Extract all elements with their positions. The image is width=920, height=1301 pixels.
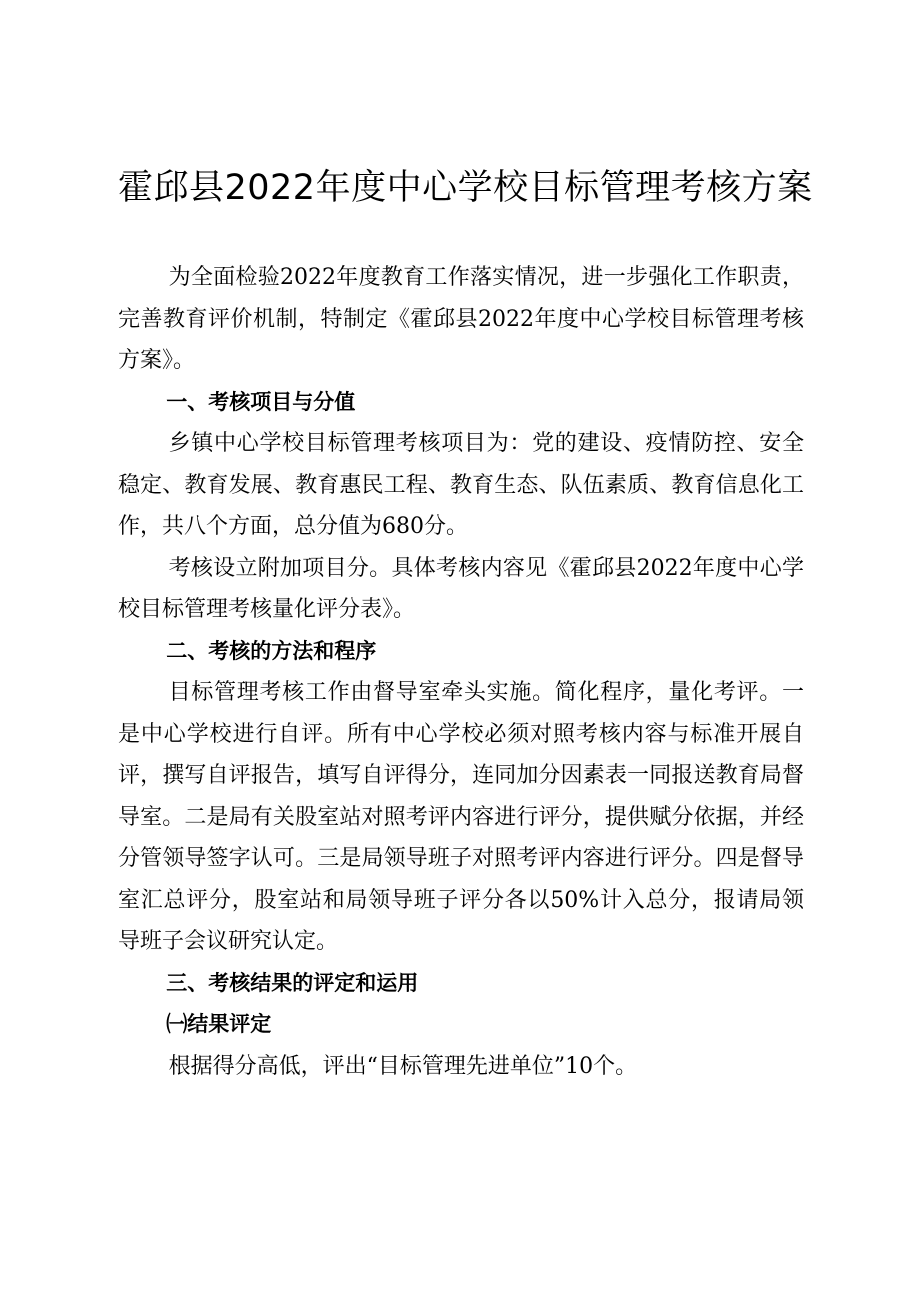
section-1-paragraph-1: 乡镇中心学校目标管理考核项目为：党的建设、疫情防控、安全稳定、教育发展、教育惠民工程、教育生态、队伍素质、教育信息化工作，共八个方面，总分值为680分。 (118, 431, 804, 539)
section-heading-1: 一、考核项目与分值 (166, 389, 356, 414)
section-heading-3: 三、考核结果的评定和运用 (166, 970, 419, 995)
document-title: 霍邱县2022年度中心学校目标管理考核方案 (118, 168, 813, 208)
section-1-paragraph-2: 考核设立附加项目分。具体考核内容见《霍邱县2022年度中心学校目标管理考核量化评分表》。 (118, 555, 804, 622)
intro-paragraph: 为全面检验2022年度教育工作落实情况，进一步强化工作职责，完善教育评价机制，特制定《霍邱县2022年度中心学校目标管理考核方案》。 (118, 265, 804, 373)
subsection-heading-1: ㈠结果评定 (166, 1012, 272, 1036)
section-heading-2: 二、考核的方法和程序 (166, 638, 377, 663)
document-body (118, 257, 804, 1087)
subsection-1-paragraph-1: 根据得分高低，评出“目标管理先进单位”10个。 (168, 1053, 638, 1079)
section-2-paragraph-1: 目标管理考核工作由督导室牵头实施。简化程序，量化考评。一是中心学校进行自评。所有中心学校必须对照考核内容与标准开展自评，撰写自评报告，填写自评得分，连同加分因素表一同报送教育局督导室。二是局有关股室站对照考评内容进行评分，提供赋分依据，并经分管领导签字认可。三是局领导班子对照考评内容进行评分。四是督导室汇总评分，股室站和局领导班子评分各以50%计入总分，报请局领导班子会议研究认定。 (118, 680, 804, 954)
